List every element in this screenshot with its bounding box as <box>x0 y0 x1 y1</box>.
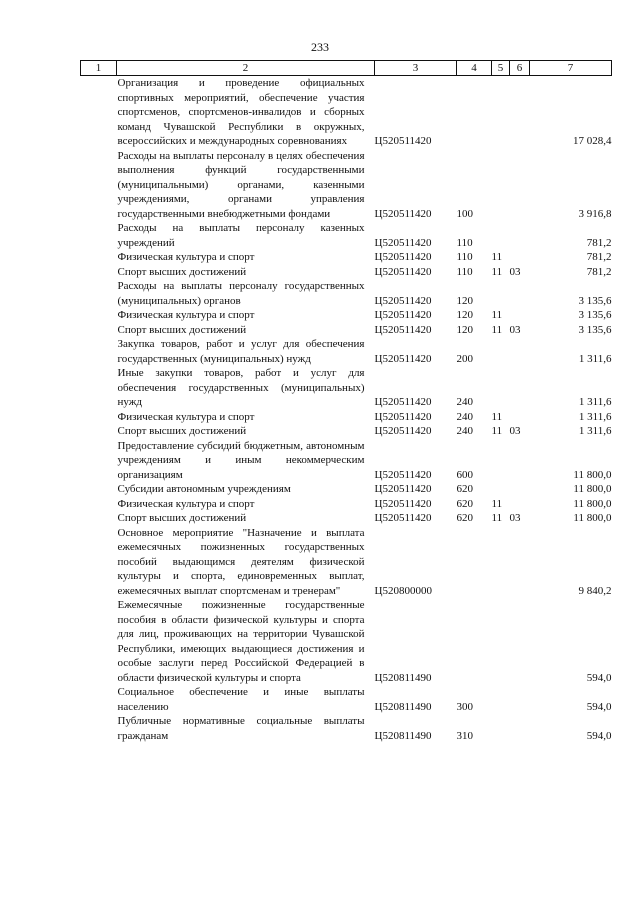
column-header: 1 <box>81 61 117 76</box>
row-name: Физическая культура и спорт <box>117 251 255 263</box>
row-section <box>492 714 510 743</box>
row-name: Субсидии автономным учреждениям <box>117 483 291 495</box>
row-number-cell <box>81 308 117 323</box>
row-name: Организация и проведение официальных спортивных мероприятий, обеспечение участия спортсменов, спортсменов-инвалидов и сборных команд Чувашской Республики в окружных, всероссийских и международных соревнованиях <box>117 77 365 147</box>
row-section <box>492 149 510 222</box>
row-target-code: Ц520511420 <box>374 135 432 147</box>
row-subsection <box>510 279 530 308</box>
table-row <box>81 685 612 714</box>
table-row <box>81 323 612 338</box>
row-expense-type: 120 <box>456 323 473 336</box>
row-expense-type: 240 <box>456 396 473 408</box>
table-row <box>81 410 612 425</box>
row-expense-type: 120 <box>456 309 473 321</box>
row-number-cell <box>81 279 117 308</box>
column-header: 7 <box>530 61 612 76</box>
row-subsection <box>510 76 530 149</box>
row-number-cell <box>81 337 117 366</box>
row-section: 11 <box>491 309 503 321</box>
row-amount: 3 135,6 <box>578 294 612 307</box>
row-expense-type: 110 <box>456 251 473 263</box>
row-amount: 3 135,6 <box>578 309 612 321</box>
row-target-code: Ц520511420 <box>374 352 432 365</box>
row-subsection: 03 <box>509 323 521 336</box>
column-header: 5 <box>492 61 510 76</box>
row-number-cell <box>81 424 117 439</box>
row-section: 11 <box>491 323 503 336</box>
row-number-cell <box>81 497 117 512</box>
row-section <box>492 685 510 714</box>
row-amount: 1 311,6 <box>578 352 612 365</box>
row-amount: 781,2 <box>586 236 612 249</box>
row-number-cell <box>81 526 117 599</box>
row-amount: 1 311,6 <box>578 410 612 423</box>
row-target-code: Ц520800000 <box>374 584 432 597</box>
row-number-cell <box>81 410 117 425</box>
table-row <box>81 76 612 149</box>
row-amount: 11 800,0 <box>573 483 612 495</box>
column-header: 6 <box>510 61 530 76</box>
row-number-cell <box>81 221 117 250</box>
table-row <box>81 337 612 366</box>
row-name: Спорт высших достижений <box>117 265 247 278</box>
row-amount: 781,2 <box>586 251 612 263</box>
row-expense-type <box>457 526 492 599</box>
row-target-code: Ц520511420 <box>374 410 432 423</box>
row-section <box>492 337 510 366</box>
row-expense-type: 240 <box>456 425 473 437</box>
row-section: 11 <box>491 410 503 423</box>
row-amount: 11 800,0 <box>573 468 612 481</box>
row-section <box>492 366 510 410</box>
row-section <box>492 439 510 483</box>
row-section: 11 <box>491 251 503 263</box>
budget-table <box>80 60 612 743</box>
row-subsection <box>510 410 530 425</box>
table-row <box>81 221 612 250</box>
row-expense-type: 110 <box>456 236 473 249</box>
row-name: Спорт высших достижений <box>117 323 247 336</box>
row-subsection <box>510 598 530 685</box>
table-row <box>81 598 612 685</box>
row-target-code: Ц520511420 <box>374 497 432 510</box>
row-target-code: Ц520811490 <box>374 671 432 684</box>
row-name: Спорт высших достижений <box>117 512 247 524</box>
row-section: 11 <box>491 265 503 278</box>
row-section <box>492 76 510 149</box>
row-subsection <box>510 366 530 410</box>
row-number-cell <box>81 714 117 743</box>
row-section <box>492 526 510 599</box>
row-target-code: Ц520511420 <box>374 207 432 220</box>
row-name: Публичные нормативные социальные выплаты гражданам <box>117 715 365 742</box>
table-row <box>81 149 612 222</box>
header-row <box>81 61 612 76</box>
row-amount: 9 840,2 <box>578 584 612 597</box>
table-row <box>81 511 612 526</box>
table-row <box>81 308 612 323</box>
row-number-cell <box>81 76 117 149</box>
row-target-code: Ц520511420 <box>374 468 432 481</box>
row-amount: 781,2 <box>586 265 612 278</box>
table-row <box>81 714 612 743</box>
row-section <box>492 221 510 250</box>
row-name: Закупка товаров, работ и услуг для обеспечения государственных (муниципальных) нужд <box>117 338 365 365</box>
row-target-code: Ц520511420 <box>374 512 432 524</box>
row-name: Физическая культура и спорт <box>117 410 255 423</box>
row-subsection <box>510 685 530 714</box>
row-number-cell <box>81 511 117 526</box>
row-expense-type: 240 <box>456 410 473 423</box>
row-name: Основное мероприятие "Назначение и выплата ежемесячных пожизненных государственных пособий выдающимся деятелям физической культуры и спорта, единовременных выплат, ежемесячных выплат спортсменам и тренерам" <box>117 526 365 597</box>
row-number-cell <box>81 598 117 685</box>
row-expense-type <box>457 76 492 149</box>
row-expense-type: 100 <box>456 207 473 220</box>
row-subsection <box>510 337 530 366</box>
row-target-code: Ц520511420 <box>374 294 432 307</box>
row-amount: 594,0 <box>586 729 612 742</box>
row-section <box>492 279 510 308</box>
row-target-code: Ц520511420 <box>374 251 432 263</box>
table-row <box>81 424 612 439</box>
row-amount: 1 311,6 <box>578 425 612 437</box>
table-row <box>81 482 612 497</box>
row-amount: 594,0 <box>586 700 612 713</box>
row-number-cell <box>81 250 117 265</box>
row-subsection: 03 <box>509 265 521 278</box>
row-target-code: Ц520511420 <box>374 236 432 249</box>
row-name: Расходы на выплаты персоналу казенных учреждений <box>117 222 365 249</box>
row-section: 11 <box>491 512 503 524</box>
row-name: Спорт высших достижений <box>117 425 247 437</box>
row-target-code: Ц520511420 <box>374 483 432 495</box>
row-target-code: Ц520511420 <box>374 265 432 278</box>
table-row <box>81 279 612 308</box>
row-name: Социальное обеспечение и иные выплаты населению <box>117 686 365 713</box>
row-name: Ежемесячные пожизненные государственные пособия в области физической культуры и спорта для лиц, проживающих на территории Чувашской Республики, имеющих выдающиеся достижения и особые заслуги перед Российской Федерацией в области физической культуры и спорта <box>117 599 365 684</box>
table-row <box>81 526 612 599</box>
row-subsection: 03 <box>509 512 521 524</box>
column-header: 3 <box>375 61 457 76</box>
column-header: 4 <box>457 61 492 76</box>
row-number-cell <box>81 149 117 222</box>
row-target-code: Ц520811490 <box>374 729 432 742</box>
row-expense-type: 200 <box>456 352 473 365</box>
row-expense-type: 120 <box>456 294 473 307</box>
table-row <box>81 366 612 410</box>
row-name: Расходы на выплаты персоналу в целях обеспечения выполнения функций государственными (муниципальными) органами, казенными учреждениями, органами управления государственными внебюджетными фондами <box>117 149 365 220</box>
row-number-cell <box>81 265 117 280</box>
table-row <box>81 497 612 512</box>
row-amount: 594,0 <box>586 671 612 684</box>
row-section <box>492 482 510 497</box>
row-expense-type: 110 <box>456 265 473 278</box>
row-name: Физическая культура и спорт <box>117 497 255 510</box>
row-target-code: Ц520511420 <box>374 425 432 437</box>
row-expense-type: 620 <box>456 512 473 524</box>
row-amount: 3 916,8 <box>578 207 612 220</box>
row-subsection: 03 <box>509 425 521 437</box>
row-section: 11 <box>491 497 503 510</box>
row-subsection <box>510 526 530 599</box>
row-subsection <box>510 308 530 323</box>
table-row <box>81 265 612 280</box>
column-header: 2 <box>117 61 375 76</box>
table-row <box>81 439 612 483</box>
row-amount: 17 028,4 <box>573 135 612 147</box>
row-number-cell <box>81 685 117 714</box>
row-subsection <box>510 497 530 512</box>
row-amount: 3 135,6 <box>578 323 612 336</box>
page-number: 233 <box>311 40 329 54</box>
row-name: Иные закупки товаров, работ и услуг для обеспечения государственных (муниципальных) нужд <box>117 367 365 408</box>
row-name: Предоставление субсидий бюджетным, автономным учреждениям и иным некоммерческим организациям <box>117 439 365 481</box>
row-subsection <box>510 482 530 497</box>
row-subsection <box>510 714 530 743</box>
row-number-cell <box>81 482 117 497</box>
row-expense-type: 300 <box>456 700 473 713</box>
row-name: Физическая культура и спорт <box>117 309 255 321</box>
table-body <box>81 76 612 744</box>
row-amount: 11 800,0 <box>573 497 612 510</box>
row-subsection <box>510 439 530 483</box>
row-expense-type: 620 <box>456 483 473 495</box>
row-expense-type: 620 <box>456 497 473 510</box>
row-amount: 11 800,0 <box>573 512 612 524</box>
row-section <box>492 598 510 685</box>
row-expense-type: 310 <box>456 729 473 742</box>
row-target-code: Ц520511420 <box>374 396 432 408</box>
row-amount: 1 311,6 <box>578 396 612 408</box>
row-number-cell <box>81 439 117 483</box>
row-target-code: Ц520511420 <box>374 323 432 336</box>
row-subsection <box>510 250 530 265</box>
row-subsection <box>510 149 530 222</box>
row-number-cell <box>81 366 117 410</box>
row-number-cell <box>81 323 117 338</box>
row-subsection <box>510 221 530 250</box>
row-expense-type: 600 <box>456 468 473 481</box>
row-expense-type <box>457 598 492 685</box>
row-name: Расходы на выплаты персоналу государственных (муниципальных) органов <box>117 280 365 307</box>
row-target-code: Ц520811490 <box>374 700 432 713</box>
row-target-code: Ц520511420 <box>374 309 432 321</box>
row-section: 11 <box>491 425 503 437</box>
table-row <box>81 250 612 265</box>
